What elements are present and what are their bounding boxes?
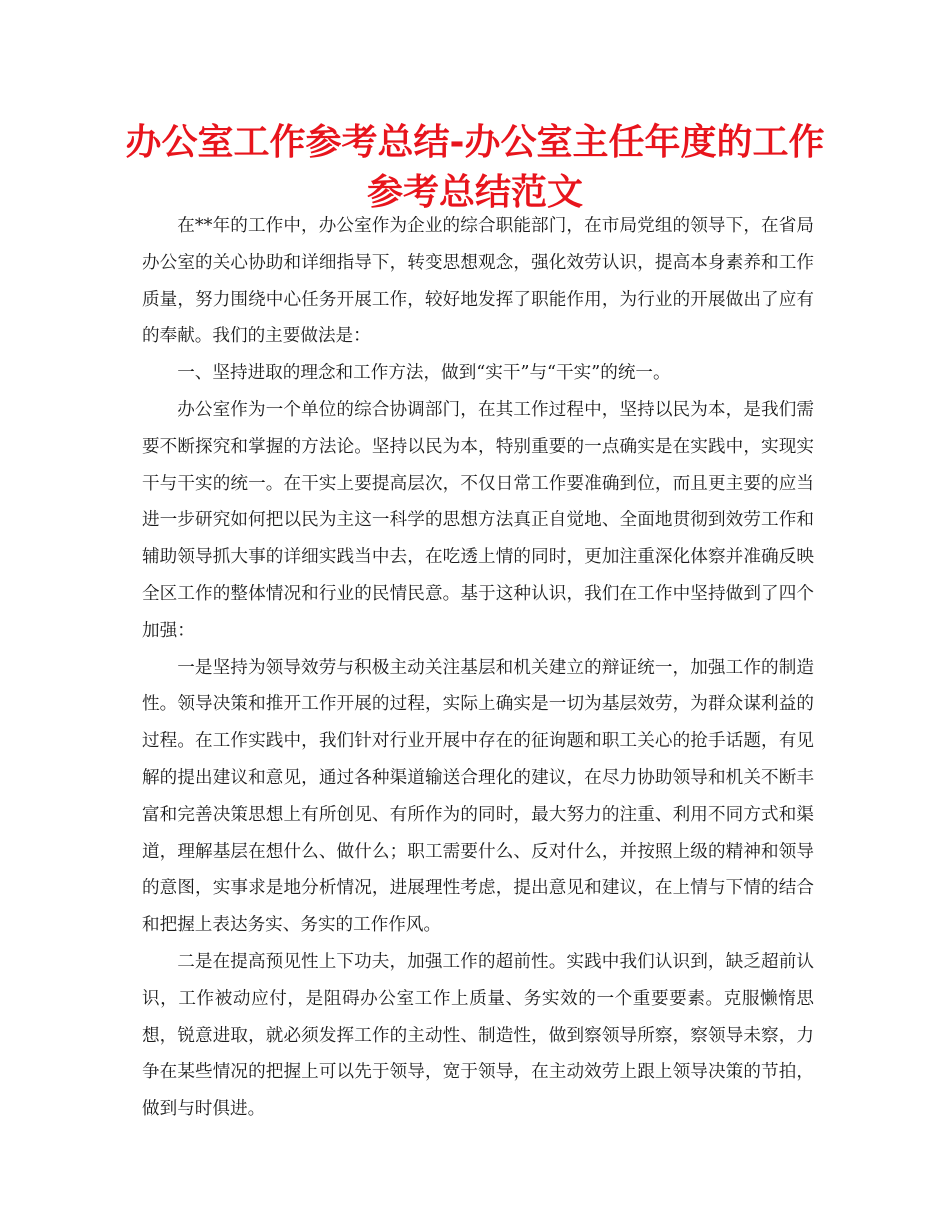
document-title: 办公室工作参考总结-办公室主任年度的工作参考总结范文 bbox=[125, 122, 825, 213]
document-body bbox=[142, 208, 814, 1128]
paragraph: 二是在提高预见性上下功夫，加强工作的超前性。实践中我们认识到，缺乏超前认识，工作被动应付，是阻碍办公室工作上质量、务实效的一个重要要素。克服懒惰思想，锐意进取，就必须发挥工作的主动性、制造性，做到察领导所察，察领导未察，力争在某些情况的把握上可以先于领导，宽于领导，在主动效劳上跟上领导决策的节拍，做到与时俱进。 bbox=[142, 951, 814, 1120]
paragraph: 在**年的工作中，办公室作为企业的综合职能部门，在市局党组的领导下，在省局办公室的关心协助和详细指导下，转变思想观念，强化效劳认识，提高本身素养和工作质量，努力围绕中心任务开展工作，较好地发挥了职能作用，为行业的开展做出了应有的奉献。我们的主要做法是： bbox=[142, 216, 814, 347]
paragraph: 办公室作为一个单位的综合协调部门，在其工作过程中，坚持以民为本，是我们需要不断探究和掌握的方法论。坚持以民为本，特别重要的一点确实是在实践中，实现实干与干实的统一。在干实上要提高层次，不仅日常工作要准确到位，而且更主要的应当进一步研究如何把以民为主这一科学的思想方法真正自觉地、全面地贯彻到效劳工作和辅助领导抓大事的详细实践当中去，在吃透上情的同时，更加注重深化体察并准确反映全区工作的整体情况和行业的民情民意。基于这种认识，我们在工作中坚持做到了四个加强： bbox=[142, 399, 814, 641]
paragraph: 一是坚持为领导效劳与积极主动关注基层和机关建立的辩证统一，加强工作的制造性。领导决策和推开工作开展的过程，实际上确实是一切为基层效劳，为群众谋利益的过程。在工作实践中，我们针对行业开展中存在的征询题和职工关心的抢手话题，有见解的提出建议和意见，通过各种渠道输送合理化的建议，在尽力协助领导和机关不断丰富和完善决策思想上有所创见、有所作为的同时，最大努力的注重、利用不同方式和渠道，理解基层在想什么、做什么；职工需要什么、反对什么，并按照上级的精神和领导的意图，实事求是地分析情况，进展理性考虑，提出意见和建议，在上情与下情的结合和把握上表达务实、务实的工作作风。 bbox=[142, 657, 814, 936]
paragraph: 一、坚持进取的理念和工作方法，做到“实干”与“干实”的统一。 bbox=[177, 363, 671, 384]
